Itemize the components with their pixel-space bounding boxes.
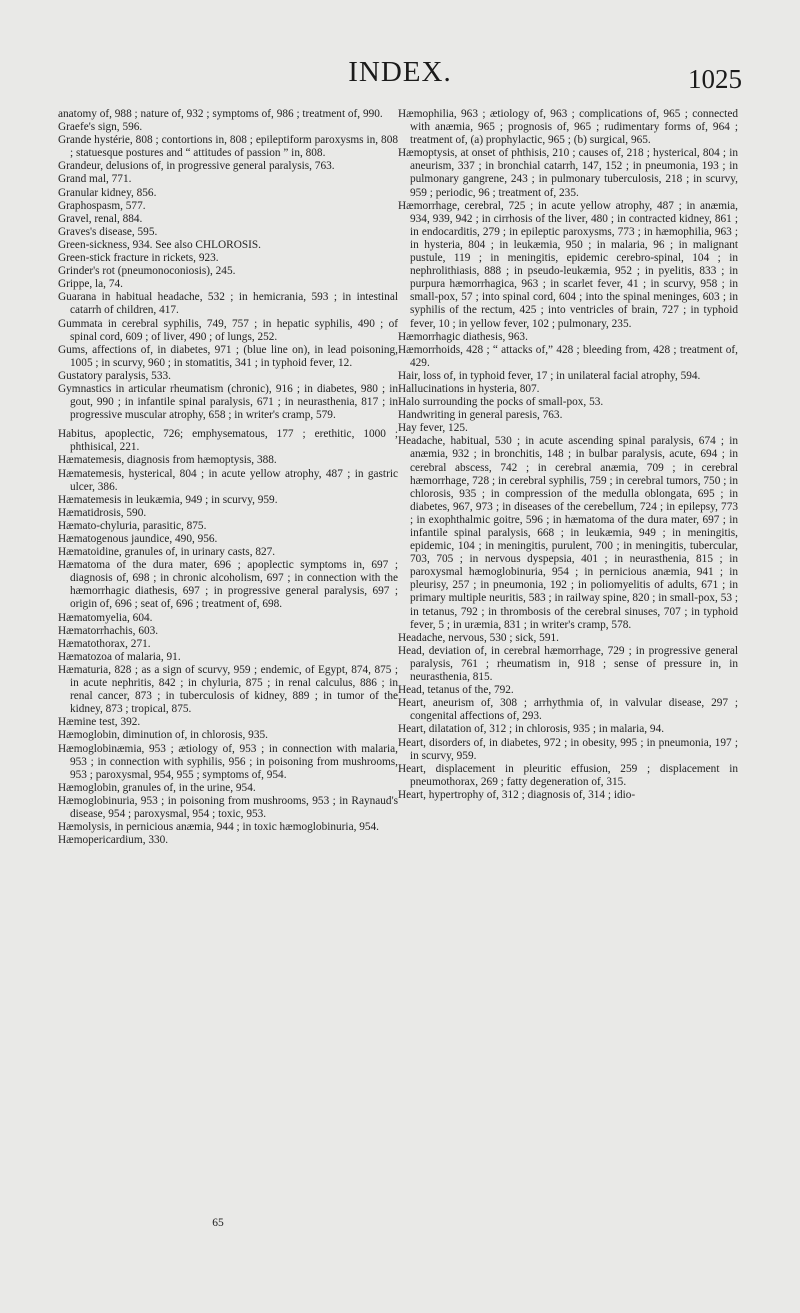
index-entry: Green-sickness, 934. See also CHLOROSIS. [58,238,262,251]
index-entry: Grinder's rot (pneumonoconiosis), 245. [58,265,236,278]
index-entry: Head, tetanus of the, 792. [398,684,514,697]
index-entry: Heart, dilatation of, 312 ; in chlorosis, 935 ; in malaria, 94. [398,723,665,736]
index-entry: Habitus, apoplectic, 726; emphysematous, 177 ; erethitic, 1000 ; phthisical, 221. [58,428,398,454]
index-entry: Hæmatemesis, hysterical, 804 ; in acute yellow atrophy, 487 ; in gastric ulcer, 386. [58,467,398,493]
index-entry: Gummata in cerebral syphilis, 749, 757 ; in hepatic syphilis, 490 ; of spinal cord, 609 ; of liver, 490 ; of lungs, 252. [58,317,398,343]
index-entry: Headache, habitual, 530 ; in acute ascending spinal paralysis, 674 ; in anæmia, 932 ; in bronchitis, 148 ; in bulbar paralysis, acute, 694 ; in cerebral abscess, 742 ; in cerebral anæmia, 709 ; in cerebral hæmorrhage, 728 ; in cerebral syphilis, 759 ; in cerebral tumors, 750 ; in chlorosis, 935 ; in compression of the medulla oblongata, 695 ; in diabetes, 967, 973 ; in diseases of the cerebellum, 724 ; in epilepsy, 773 ; in exophthalmic goitre, 596 ; in hæmatoma of the dura mater, 697 ; in infantile spinal paralysis, 668 ; in leukæmia, 949 ; in meningitis, epidemic, 104 ; in meningitis, purulent, 700 ; in meningitis, tubercular, 703, 705 ; in nervous dyspepsia, 401 ; in neurasthenia, 815 ; in paroxysmal hæmoglobinuria, 954 ; in pernicious anæmia, 941 ; in pleurisy, 257 ; in pneumonia, 192 ; in poliomyelitis of adults, 671 ; in primary multiple neuritis, 583 ; in railway spine, 820 ; in small-pox, 53 ; in tetanus, 792 ; in thrombosis of the cerebral sinuses, 707 ; in typhoid fever, 5 ; in uræmia, 831 ; in writer's cramp, 578. [398,435,738,631]
index-column-left [58,108,398,847]
index-entry: Hæmoglobinæmia, 953 ; ætiology of, 953 ; in connection with malaria, 953 ; in connection with syphilis, 956 ; in poisoning from mushrooms, 953 ; paroxysmal, 954, 955 ; symptoms of, 954. [58,742,398,781]
index-entry: Hæmatozoa of malaria, 91. [58,650,181,663]
index-entry: Grande hystérie, 808 ; contortions in, 808 ; epileptiform paroxysms in, 808 ; statuesque postures and “ attitudes of passion ” in, 808. [58,134,398,160]
index-entry: Hæmoglobin, granules of, in the urine, 954. [58,781,256,794]
index-entry: Heart, aneurism of, 308 ; arrhythmia of, in valvular disease, 297 ; congenital affections of, 293. [398,697,738,723]
index-entry: Hæmoglobinuria, 953 ; in poisoning from mushrooms, 953 ; in Raynaud's disease, 954 ; paroxysmal, 954 ; toxic, 953. [58,794,398,820]
index-entry: Hallucinations in hysteria, 807. [398,382,540,395]
page-number: 1025 [688,64,742,94]
index-entry: Hæmorrhoids, 428 ; “ attacks of,” 428 ; bleeding from, 428 ; treatment of, 429. [398,343,738,369]
index-entry: Graphospasm, 577. [58,199,146,212]
index-entry: Heart, disorders of, in diabetes, 972 ; in obesity, 995 ; in pneumonia, 197 ; in scurvy, 959. [398,736,738,762]
index-entry: Guarana in habitual headache, 532 ; in hemicrania, 593 ; in intestinal catarrh of children, 417. [58,291,398,317]
index-entry: Halo surrounding the pocks of small-pox, 53. [398,396,604,409]
index-entry: Hæmorrhagic diathesis, 963. [398,330,528,343]
index-entry: Hæmopericardium, 330. [58,834,169,847]
index-entry: Hæmatemesis, diagnosis from hæmoptysis, 388. [58,454,277,467]
index-entry: Hæmatothorax, 271. [58,637,151,650]
index-entry: Hæmatemesis in leukæmia, 949 ; in scurvy, 959. [58,493,278,506]
index-entry: Gums, affections of, in diabetes, 971 ; (blue line on), in lead poisoning, 1005 ; in scurvy, 960 ; in stomatitis, 341 ; in typhoid fever, 12. [58,343,398,369]
index-entry: Gustatory paralysis, 533. [58,369,171,382]
index-entry: Grandeur, delusions of, in progressive general paralysis, 763. [58,160,335,173]
index-entry: Gravel, renal, 884. [58,212,143,225]
index-entry: Grippe, la, 74. [58,278,123,291]
index-entry: Heart, hypertrophy of, 312 ; diagnosis of, 314 ; idio- [398,788,636,801]
index-entry: Headache, nervous, 530 ; sick, 591. [398,631,559,644]
index-entry: Granular kidney, 856. [58,186,157,199]
index-entry: Hæmoptysis, at onset of phthisis, 210 ; causes of, 218 ; hysterical, 804 ; in aneurism, 337 ; in bronchial catarrh, 147, 152 ; in pneumonia, 193 ; in pulmonary gangrene, 243 ; in pulmonary tuberculosis, 218 ; in scurvy, 959 ; periodic, 96 ; treatment of, 235. [398,147,738,199]
index-entry: Hæmolysis, in pernicious anæmia, 944 ; in toxic hæmoglobinuria, 954. [58,821,380,834]
page-title: INDEX. [348,56,452,88]
index-entry: anatomy of, 988 ; nature of, 932 ; symptoms of, 986 ; treatment of, 990. [58,108,383,120]
index-entry: Hæmatogenous jaundice, 490, 956. [58,533,218,545]
index-entry: Hæmatoidine, granules of, in urinary casts, 827. [58,546,276,559]
signature-mark: 65 [212,1217,224,1229]
index-entry: Hæmaturia, 828 ; as a sign of scurvy, 959 ; endemic, of Egypt, 874, 875 ; in acute nephritis, 842 ; in chyluria, 875 ; in renal calculus, 886 ; in renal cancer, 873 ; in tuberculosis of kidney, 889 ; in tumor of the kidney, 873 ; tropical, 875. [58,663,398,716]
index-entry: Hæmato-chyluria, parasitic, 875. [58,519,207,532]
index-entry: Hæmophilia, 963 ; ætiology of, 963 ; complications of, 965 ; connected with anæmia, 965 ; prognosis of, 965 ; rudimentary forms of, 964 ; treatment of, (a) prophylactic, 965 ; (b) surgical, 965. [398,108,738,147]
index-entry: Graefe's sign, 596. [58,121,143,134]
index-entry: Heart, displacement in pleuritic effusion, 259 ; displacement in pneumothorax, 269 ; fatty degeneration of, 315. [398,762,738,788]
index-entry: Hay fever, 125. [398,422,468,435]
index-entry: Hair, loss of, in typhoid fever, 17 ; in unilateral facial atrophy, 594. [398,369,701,382]
index-entry: Hæmorrhage, cerebral, 725 ; in acute yellow atrophy, 487 ; in anæmia, 934, 939, 942 ; in cirrhosis of the liver, 480 ; in contracted kidney, 861 ; in endocarditis, 279 ; in epileptic paroxysms, 773 ; in hæmophilia, 963 ; in hysteria, 804 ; in leukæmia, 950 ; in malaria, 96 ; in malignant pustule, 119 ; in meningitis, epidemic cerebro-spinal, 104 ; in nephrolithiasis, 888 ; in pseudo-leukæmia, 952 ; in pyelitis, 833 ; in purpura hæmorrhagica, 963 ; in scarlet fever, 41 ; in scurvy, 958 ; in small-pox, 57 ; into spinal cord, 604 ; into the spinal meninges, 603 ; in syphilis of the rectum, 425 ; into ventricles of brain, 727 ; in typhoid fever, 10 ; in yellow fever, 102 ; pulmonary, 235. [398,199,738,330]
running-head [0,56,800,96]
index-entry: Hæmatidrosis, 590. [58,506,147,519]
index-entry: Graves's disease, 595. [58,225,158,238]
index-entry: Hæmoglobin, diminution of, in chlorosis, 935. [58,729,268,742]
index-entry: Green-stick fracture in rickets, 923. [58,252,219,265]
index-entry: Gymnastics in articular rheumatism (chronic), 916 ; in diabetes, 980 ; in gout, 990 ; in infantile spinal paralysis, 671 ; in neurasthenia, 817 ; in progressive muscular atrophy, 658 ; in writer's cramp, 579. [58,382,398,422]
index-entry: Hæmine test, 392. [58,716,141,729]
index-entry: Hæmatomyelia, 604. [58,611,153,624]
index-entry: Head, deviation of, in cerebral hæmorrhage, 729 ; in progressive general paralysis, 761 ; rheumatism in, 918 ; sense of pressure in, in neurasthenia, 815. [398,644,738,684]
index-column-right [398,108,738,802]
index-entry: Hæmatoma of the dura mater, 696 ; apoplectic symptoms in, 697 ; diagnosis of, 698 ; in chronic alcoholism, 697 ; in connection with the hæmorrhagic diathesis, 697 ; in progressive general paralysis, 697 ; origin of, 696 ; seat of, 696 ; treatment of, 698. [58,559,398,611]
index-entry: Handwriting in general paresis, 763. [398,409,563,422]
index-entry: Hæmatorrhachis, 603. [58,624,159,637]
index-entry: Grand mal, 771. [58,173,132,186]
